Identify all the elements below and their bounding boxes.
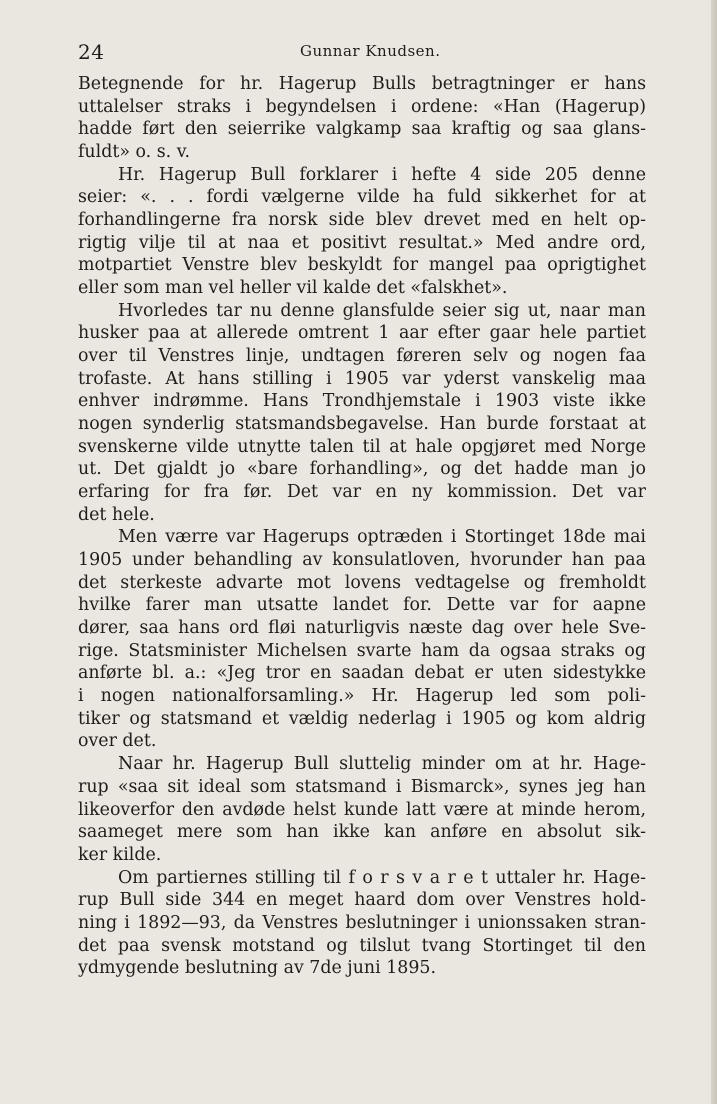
text-line: rigtig vilje til at naa et positivt resultat.» Med andre ord, — [78, 232, 646, 253]
text-line: det sterkeste advarte mot lovens vedtagelse og fremholdt — [78, 572, 646, 593]
text-line: dører, saa hans ord fløi naturligvis næste dag over hele Sve- — [78, 618, 646, 639]
text-line: enhver indrømme. Hans Trondhjemstale i 1903 viste ikke — [78, 391, 646, 412]
text-line: rup «saa sit ideal som statsmand i Bismarck», synes jeg han — [78, 776, 646, 797]
text-line: ut. Det gjaldt jo «bare forhandling», og det hadde man jo — [78, 459, 646, 480]
text-line: erfaring for fra før. Det var en ny kommission. Det var — [78, 482, 646, 503]
text-line: Men værre var Hagerups optræden i Stortinget 18de mai — [118, 527, 646, 548]
text-line: tiker og statsmand et vældig nederlag i 1905 og kom aldrig — [78, 708, 646, 729]
body-text — [78, 73, 646, 980]
text-line: uttalelser straks i begyndelsen i ordene: «Han (Hagerup) — [78, 96, 646, 117]
text-line: over det. — [78, 731, 157, 752]
text-line: saameget mere som han ikke kan anføre en absolut sik- — [78, 822, 646, 843]
text-line: motpartiet Venstre blev beskyldt for mangel paa oprigtighet — [78, 255, 646, 276]
text-line: fuldt» o. s. v. — [78, 142, 190, 163]
text-line: svenskerne vilde utnytte talen til at hale opgjøret med Norge — [78, 436, 646, 457]
text-line: 1905 under behandling av konsulatloven, hvorunder han paa — [78, 550, 646, 571]
text-line: Hvorledes tar nu denne glansfulde seier sig ut, naar man — [118, 300, 646, 321]
text-line: trofaste. At hans stilling i 1905 var yderst vanskelig maa — [78, 368, 646, 389]
page-number: 24 — [78, 40, 105, 64]
text-line: husker paa at allerede omtrent 1 aar efter gaar hele partiet — [78, 323, 646, 344]
text-line: hvilke farer man utsatte landet for. Dette var for aapne — [78, 595, 646, 616]
text-line: seier: «. . . fordi vælgerne vilde ha fuld sikkerhet for at — [78, 187, 646, 208]
text-line: over til Venstres linje, undtagen føreren selv og nogen faa — [78, 346, 646, 367]
text-line: ning i 1892—93, da Venstres beslutninger i unionssaken stran- — [78, 912, 646, 933]
text-line: anførte bl. a.: «Jeg tror en saadan debat er uten sidestykke — [78, 663, 646, 684]
paragraph — [78, 867, 646, 980]
text-line: Naar hr. Hagerup Bull sluttelig minder om at hr. Hage- — [118, 754, 646, 775]
text-line: rige. Statsminister Michelsen svarte ham da ogsaa straks og — [78, 640, 646, 661]
text-line: Om partiernes stilling til f o r s v a r e t uttaler hr. Hage- — [118, 867, 646, 888]
running-head — [78, 40, 646, 68]
text-line: nogen synderlig statsmandsbegavelse. Han burde forstaat at — [78, 414, 646, 435]
page-edge — [711, 0, 717, 1104]
text-line: i nogen nationalforsamling.» Hr. Hagerup led som poli- — [78, 686, 646, 707]
paragraph — [78, 73, 646, 164]
text-line: hadde ført den seierrike valgkamp saa kraftig og saa glans- — [78, 119, 646, 140]
text-line: forhandlingerne fra norsk side blev drevet med en helt op- — [78, 210, 646, 231]
paragraph — [78, 300, 646, 527]
text-line: Hr. Hagerup Bull forklarer i hefte 4 side 205 denne — [118, 164, 646, 185]
paragraph — [78, 753, 646, 866]
text-line: ydmygende beslutning av 7de juni 1895. — [78, 958, 436, 979]
text-line: Betegnende for hr. Hagerup Bulls betragtninger er hans — [78, 74, 646, 94]
paragraph — [78, 164, 646, 300]
text-line: eller som man vel heller vil kalde det «falskhet». — [78, 278, 508, 299]
running-title: Gunnar Knudsen. — [300, 42, 441, 60]
text-line: rup Bull side 344 en meget haard dom over Venstres hold- — [78, 890, 646, 911]
text-line: likeoverfor den avdøde helst kunde latt være at minde herom, — [78, 799, 646, 820]
text-line: ker kilde. — [78, 844, 162, 865]
text-line: det paa svensk motstand og tilslut tvang Stortinget til den — [78, 935, 646, 956]
text-line: det hele. — [78, 504, 155, 525]
paragraph — [78, 526, 646, 753]
